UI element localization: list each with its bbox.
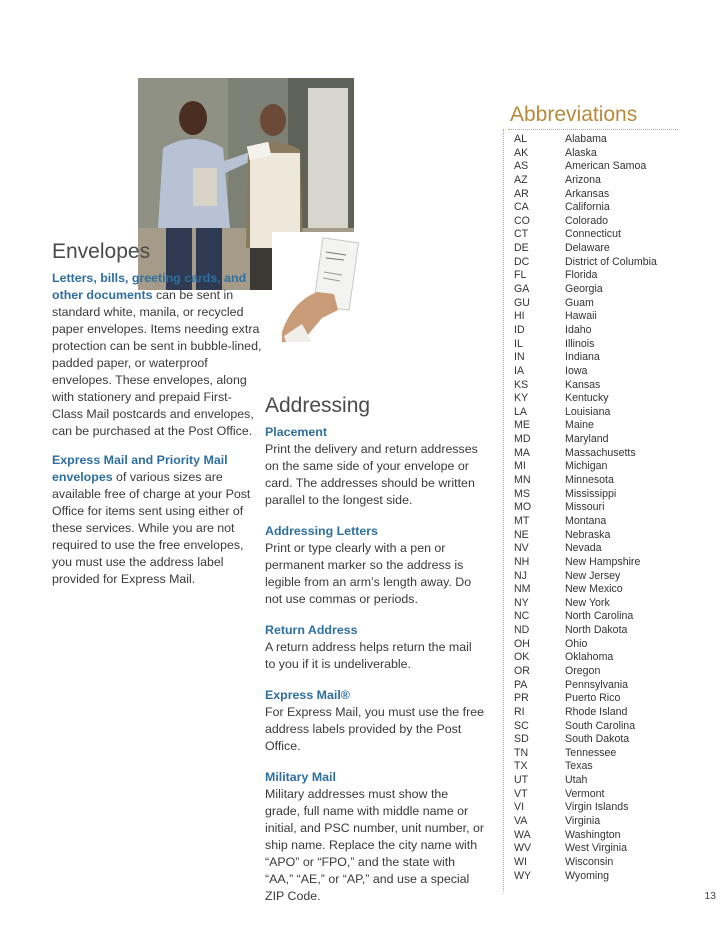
abbreviation-state-name: South Dakota bbox=[565, 733, 630, 746]
abbreviation-row bbox=[514, 501, 684, 515]
abbreviation-code: WY bbox=[514, 869, 532, 882]
abbreviation-code: NH bbox=[514, 555, 530, 568]
abbreviation-state-name: Utah bbox=[565, 774, 588, 787]
abbreviation-code: VT bbox=[514, 787, 528, 800]
addressing-title: Addressing bbox=[265, 394, 371, 417]
abbreviation-state-name: California bbox=[565, 201, 610, 214]
abbreviation-state-name: Alaska bbox=[565, 146, 597, 159]
hand-envelope-illustration bbox=[272, 232, 372, 342]
abbreviation-row bbox=[514, 283, 684, 297]
abbreviation-code: NJ bbox=[514, 569, 527, 582]
abbreviation-code: PR bbox=[514, 692, 529, 705]
abbreviation-row bbox=[514, 610, 684, 624]
placement-text: Print the delivery and return addresses on the same side of your envelope or card. The addresses should be written parallel to the longest side. bbox=[265, 442, 478, 507]
abbreviation-row bbox=[514, 474, 684, 488]
abbreviation-state-name: Florida bbox=[565, 269, 598, 282]
return-address-text: A return address helps return the mail to you if it is undeliverable. bbox=[265, 640, 472, 671]
abbreviation-code: AZ bbox=[514, 173, 528, 186]
abbreviation-row bbox=[514, 433, 684, 447]
abbreviation-code: SD bbox=[514, 733, 529, 746]
abbreviation-code: ND bbox=[514, 624, 530, 637]
envelopes-p1-text: can be sent in standard white, manila, or recycled paper envelopes. Items needing extra protection can be sent in bubble-lined, padded paper, or waterproof envelopes. These envelopes, along with stationery and prepaid First-Class Mail postcards and envelopes, can be purchased at the Post Office. bbox=[52, 288, 262, 438]
abbreviation-state-name: New Jersey bbox=[565, 569, 621, 582]
abbreviation-code: NV bbox=[514, 542, 529, 555]
abbreviation-code: OR bbox=[514, 664, 530, 677]
abbreviation-row bbox=[514, 583, 684, 597]
abbreviation-state-name: Minnesota bbox=[565, 474, 614, 487]
military-mail-heading: Military Mail bbox=[265, 770, 336, 784]
abbreviation-row bbox=[514, 515, 684, 529]
abbreviation-code: PA bbox=[514, 678, 528, 691]
abbreviation-row bbox=[514, 174, 684, 188]
abbreviation-row bbox=[514, 842, 684, 856]
abbreviation-code: IL bbox=[514, 337, 523, 350]
abbreviation-row bbox=[514, 597, 684, 611]
abbreviation-row bbox=[514, 829, 684, 843]
abbreviation-row bbox=[514, 774, 684, 788]
abbreviation-row bbox=[514, 556, 684, 570]
abbreviation-code: AK bbox=[514, 146, 529, 159]
abbreviation-state-name: Vermont bbox=[565, 787, 605, 800]
abbreviation-row bbox=[514, 460, 684, 474]
abbreviation-row bbox=[514, 692, 684, 706]
abbreviation-code: FL bbox=[514, 269, 527, 282]
abbreviation-row bbox=[514, 542, 684, 556]
abbreviation-code: ME bbox=[514, 419, 530, 432]
abbreviation-state-name: Kansas bbox=[565, 378, 601, 391]
abbreviation-state-name: Kentucky bbox=[565, 392, 609, 405]
abbreviation-state-name: Connecticut bbox=[565, 228, 621, 241]
abbreviation-code: DC bbox=[514, 255, 530, 268]
abbreviation-state-name: New Mexico bbox=[565, 583, 623, 596]
abbreviation-row bbox=[514, 351, 684, 365]
abbreviation-code: NC bbox=[514, 610, 530, 623]
return-address-heading: Return Address bbox=[265, 623, 358, 637]
abbreviation-code: KS bbox=[514, 378, 529, 391]
abbreviation-state-name: Delaware bbox=[565, 242, 610, 255]
abbreviation-state-name: American Samoa bbox=[565, 160, 647, 173]
abbreviation-state-name: Rhode Island bbox=[565, 705, 628, 718]
abbreviation-code: MD bbox=[514, 433, 531, 446]
abbreviation-code: MT bbox=[514, 514, 530, 527]
envelopes-p2-text: of various sizes are available free of charge at your Post Office for items sent using either of these services. While you are not required to use the free envelopes, you must use the address label provided for Express Mail. bbox=[52, 470, 251, 586]
abbreviation-code: NY bbox=[514, 596, 529, 609]
abbreviation-code: MN bbox=[514, 474, 531, 487]
abbreviation-row bbox=[514, 679, 684, 693]
abbreviation-row bbox=[514, 419, 684, 433]
abbreviation-code: NM bbox=[514, 583, 531, 596]
abbreviation-row bbox=[514, 706, 684, 720]
abbreviation-state-name: Nebraska bbox=[565, 528, 611, 541]
abbreviation-state-name: Mississippi bbox=[565, 487, 617, 500]
abbreviation-state-name: Puerto Rico bbox=[565, 692, 621, 705]
addressing-section bbox=[265, 394, 485, 919]
abbreviation-state-name: Arizona bbox=[565, 173, 601, 186]
abbreviation-code: ID bbox=[514, 323, 525, 336]
abbreviation-row bbox=[514, 338, 684, 352]
envelopes-title: Envelopes bbox=[52, 240, 151, 263]
express-mail-block bbox=[265, 687, 485, 755]
abbreviation-code: IA bbox=[514, 364, 525, 377]
abbreviation-row bbox=[514, 365, 684, 379]
abbreviation-code: CT bbox=[514, 228, 529, 241]
abbreviation-state-name: Hawaii bbox=[565, 310, 597, 323]
abbreviation-code: GA bbox=[514, 283, 530, 296]
abbreviation-state-name: Louisiana bbox=[565, 405, 611, 418]
return-address-block bbox=[265, 622, 485, 673]
express-mail-heading: Express Mail® bbox=[265, 688, 350, 702]
abbreviation-row bbox=[514, 815, 684, 829]
abbreviation-code: WV bbox=[514, 842, 532, 855]
express-mail-text: For Express Mail, you must use the free address labels provided by the Post Office. bbox=[265, 705, 484, 753]
abbreviation-row bbox=[514, 788, 684, 802]
abbreviation-state-name: Texas bbox=[565, 760, 593, 773]
abbreviation-code: WI bbox=[514, 855, 527, 868]
abbreviation-row bbox=[514, 379, 684, 393]
abbreviation-row bbox=[514, 733, 684, 747]
abbreviation-code: HI bbox=[514, 310, 525, 323]
abbreviation-row bbox=[514, 747, 684, 761]
abbreviation-code: UT bbox=[514, 774, 529, 787]
page-number: 13 bbox=[704, 890, 716, 902]
abbreviation-row bbox=[514, 624, 684, 638]
abbreviation-row bbox=[514, 215, 684, 229]
abbreviation-state-name: Idaho bbox=[565, 323, 592, 336]
abbreviation-code: AR bbox=[514, 187, 529, 200]
abbreviation-state-name: Washington bbox=[565, 828, 621, 841]
abbreviation-state-name: District of Columbia bbox=[565, 255, 657, 268]
abbreviation-code: MI bbox=[514, 460, 526, 473]
abbreviation-row bbox=[514, 160, 684, 174]
abbreviation-state-name: Wyoming bbox=[565, 869, 610, 882]
abbreviation-code: NE bbox=[514, 528, 529, 541]
envelopes-section bbox=[52, 240, 262, 588]
abbreviation-code: LA bbox=[514, 405, 527, 418]
abbreviation-code: TX bbox=[514, 760, 528, 773]
abbreviation-state-name: Massachusetts bbox=[565, 446, 636, 459]
abbreviation-code: SC bbox=[514, 719, 529, 732]
abbreviation-state-name: New Hampshire bbox=[565, 555, 641, 568]
abbreviation-row bbox=[514, 297, 684, 311]
military-mail-text: Military addresses must show the grade, full name with middle name or initial, and PSC number, unit number, or ship name. Replace the city name with “APO” or “FPO,” and the state with “AA,” “AE,” or “AP,” and use a special ZIP Code. bbox=[265, 787, 485, 903]
abbreviations-divider bbox=[508, 129, 678, 130]
abbreviation-state-name: Wisconsin bbox=[565, 855, 614, 868]
abbreviation-state-name: Ohio bbox=[565, 637, 588, 650]
abbreviation-row bbox=[514, 570, 684, 584]
abbreviation-row bbox=[514, 324, 684, 338]
abbreviation-state-name: North Carolina bbox=[565, 610, 634, 623]
abbreviation-row bbox=[514, 406, 684, 420]
envelopes-p1-bold: Letters, bills, greeting cards, and other documents bbox=[52, 271, 247, 302]
abbreviations-title: Abbreviations bbox=[510, 103, 638, 126]
abbreviation-row bbox=[514, 147, 684, 161]
abbreviation-state-name: Colorado bbox=[565, 214, 608, 227]
addressing-letters-block bbox=[265, 523, 485, 608]
abbreviation-state-name: Tennessee bbox=[565, 746, 617, 759]
abbreviation-row bbox=[514, 760, 684, 774]
abbreviation-row bbox=[514, 856, 684, 870]
abbreviation-code: OH bbox=[514, 637, 530, 650]
abbreviation-code: OK bbox=[514, 651, 530, 664]
abbreviation-row bbox=[514, 488, 684, 502]
abbreviation-code: IN bbox=[514, 351, 525, 364]
abbreviation-state-name: Missouri bbox=[565, 501, 605, 514]
abbreviation-state-name: Oklahoma bbox=[565, 651, 614, 664]
abbreviation-row bbox=[514, 256, 684, 270]
abbreviation-state-name: Maryland bbox=[565, 433, 609, 446]
abbreviation-row bbox=[514, 228, 684, 242]
abbreviation-row bbox=[514, 201, 684, 215]
envelopes-paragraph-1 bbox=[52, 270, 262, 440]
abbreviation-code: MS bbox=[514, 487, 530, 500]
military-mail-block bbox=[265, 769, 485, 905]
abbreviation-state-name: Guam bbox=[565, 296, 594, 309]
abbreviation-code: AS bbox=[514, 160, 529, 173]
abbreviation-state-name: Arkansas bbox=[565, 187, 610, 200]
abbreviation-state-name: Montana bbox=[565, 514, 607, 527]
placement-heading: Placement bbox=[265, 425, 327, 439]
addressing-letters-heading: Addressing Letters bbox=[265, 524, 378, 538]
abbreviation-state-name: West Virginia bbox=[565, 842, 628, 855]
abbreviation-row bbox=[514, 665, 684, 679]
abbreviation-row bbox=[514, 638, 684, 652]
abbreviation-row bbox=[514, 801, 684, 815]
abbreviation-row bbox=[514, 447, 684, 461]
placement-block bbox=[265, 424, 485, 509]
abbreviation-code: RI bbox=[514, 705, 525, 718]
abbreviation-state-name: Maine bbox=[565, 419, 594, 432]
abbreviation-code: VI bbox=[514, 801, 525, 814]
abbreviation-row bbox=[514, 870, 684, 884]
abbreviation-state-name: Iowa bbox=[565, 364, 588, 377]
abbreviation-row bbox=[514, 392, 684, 406]
abbreviation-code: WA bbox=[514, 828, 531, 841]
abbreviation-state-name: Indiana bbox=[565, 351, 600, 364]
abbreviation-row bbox=[514, 310, 684, 324]
abbreviation-state-name: North Dakota bbox=[565, 624, 628, 637]
abbreviation-state-name: Alabama bbox=[565, 133, 607, 145]
abbreviation-row bbox=[514, 242, 684, 256]
abbreviation-code: VA bbox=[514, 815, 528, 828]
abbreviation-state-name: Michigan bbox=[565, 460, 608, 473]
abbreviation-state-name: Virgin Islands bbox=[565, 801, 629, 814]
abbreviation-row bbox=[514, 651, 684, 665]
abbreviation-row bbox=[514, 188, 684, 202]
abbreviations-vertical-divider bbox=[503, 129, 504, 891]
abbreviation-state-name: South Carolina bbox=[565, 719, 636, 732]
abbreviation-state-name: New York bbox=[565, 596, 610, 609]
abbreviation-code: MA bbox=[514, 446, 530, 459]
abbreviation-code: DE bbox=[514, 242, 529, 255]
abbreviation-state-name: Oregon bbox=[565, 664, 601, 677]
hand-envelope-photo bbox=[272, 232, 372, 342]
abbreviation-code: TN bbox=[514, 746, 529, 759]
abbreviations-list bbox=[514, 133, 684, 883]
envelopes-p2-bold: Express Mail and Priority Mail envelopes bbox=[52, 453, 228, 484]
abbreviation-code: CO bbox=[514, 214, 530, 227]
abbreviation-state-name: Illinois bbox=[565, 337, 595, 350]
abbreviation-code: MO bbox=[514, 501, 532, 514]
abbreviation-row bbox=[514, 269, 684, 283]
abbreviation-state-name: Virginia bbox=[565, 815, 601, 828]
abbreviation-state-name: Nevada bbox=[565, 542, 602, 555]
abbreviation-state-name: Pennsylvania bbox=[565, 678, 629, 691]
abbreviation-row bbox=[514, 529, 684, 543]
abbreviation-code: KY bbox=[514, 392, 529, 405]
addressing-letters-text: Print or type clearly with a pen or permanent marker so the address is legible from an arm’s length away. Do not use commas or periods. bbox=[265, 541, 472, 606]
abbreviation-row bbox=[514, 133, 684, 147]
abbreviation-code: AL bbox=[514, 133, 527, 145]
abbreviation-code: GU bbox=[514, 296, 530, 309]
abbreviation-code: CA bbox=[514, 201, 529, 214]
envelopes-paragraph-2 bbox=[52, 452, 262, 588]
abbreviation-state-name: Georgia bbox=[565, 283, 603, 296]
abbreviation-row bbox=[514, 720, 684, 734]
